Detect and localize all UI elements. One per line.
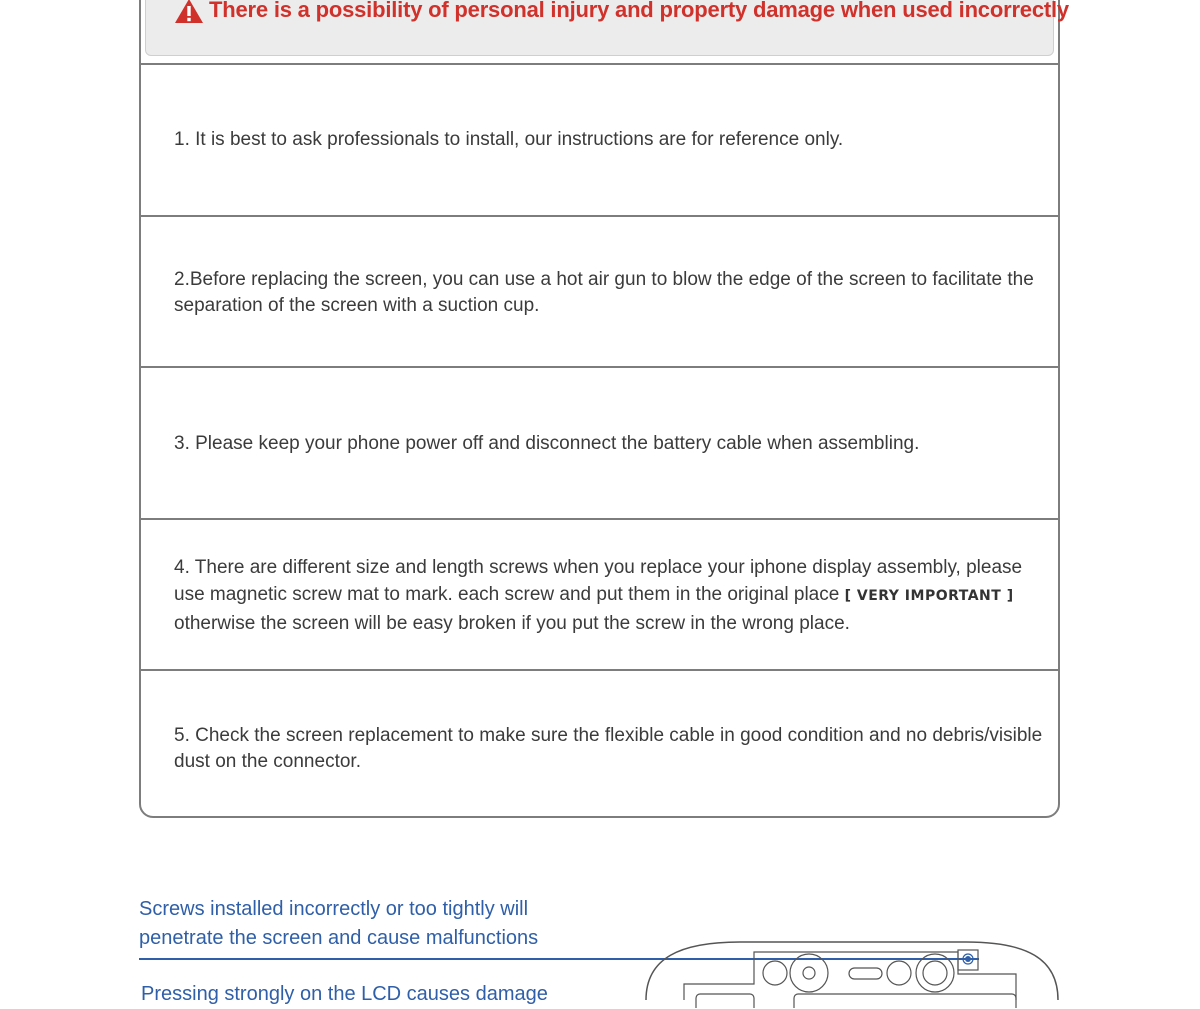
instruction-item-4 [174, 554, 1050, 637]
divider [140, 366, 1059, 368]
pressing-warning-note: Pressing strongly on the LCD causes damage [141, 983, 548, 1005]
item-4-text-start: 4. There are different size and length screws when you replace your iphone display assembly, please use magnetic screw mat to mark. each screw and put them in the original place [174, 557, 1023, 605]
divider [140, 63, 1059, 65]
phone-diagram [640, 938, 1064, 1008]
divider [140, 669, 1059, 671]
instruction-item-1: 1. It is best to ask professionals to install, our instructions are for reference only. [174, 129, 844, 150]
screw-warning-note [139, 895, 538, 953]
instruction-item-3: 3. Please keep your phone power off and disconnect the battery cable when assembling. [174, 433, 920, 454]
divider [140, 518, 1059, 520]
divider [140, 215, 1059, 217]
warning-text: There is a possibility of personal injury and property damage when used incorrectly [209, 0, 1069, 22]
warning-triangle-icon [174, 0, 204, 24]
instruction-item-2: 2.Before replacing the screen, you can use a hot air gun to blow the edge of the screen to facilitate the separation of the screen with a suction cup. [174, 269, 1034, 316]
very-important-tag: [ VERY IMPORTANT ] [844, 588, 1014, 604]
screw-warning-line-2: penetrate the screen and cause malfunctions [139, 927, 539, 949]
instructions-panel [139, 0, 1060, 818]
screw-warning-line-1: Screws installed incorrectly or too tightly will [139, 898, 529, 920]
item-4-text-end: otherwise the screen will be easy broken if you put the screw in the wrong place. [174, 613, 850, 634]
instruction-item-5: 5. Check the screen replacement to make sure the flexible cable in good condition and no debris/visible dust on the connector. [174, 725, 1043, 772]
